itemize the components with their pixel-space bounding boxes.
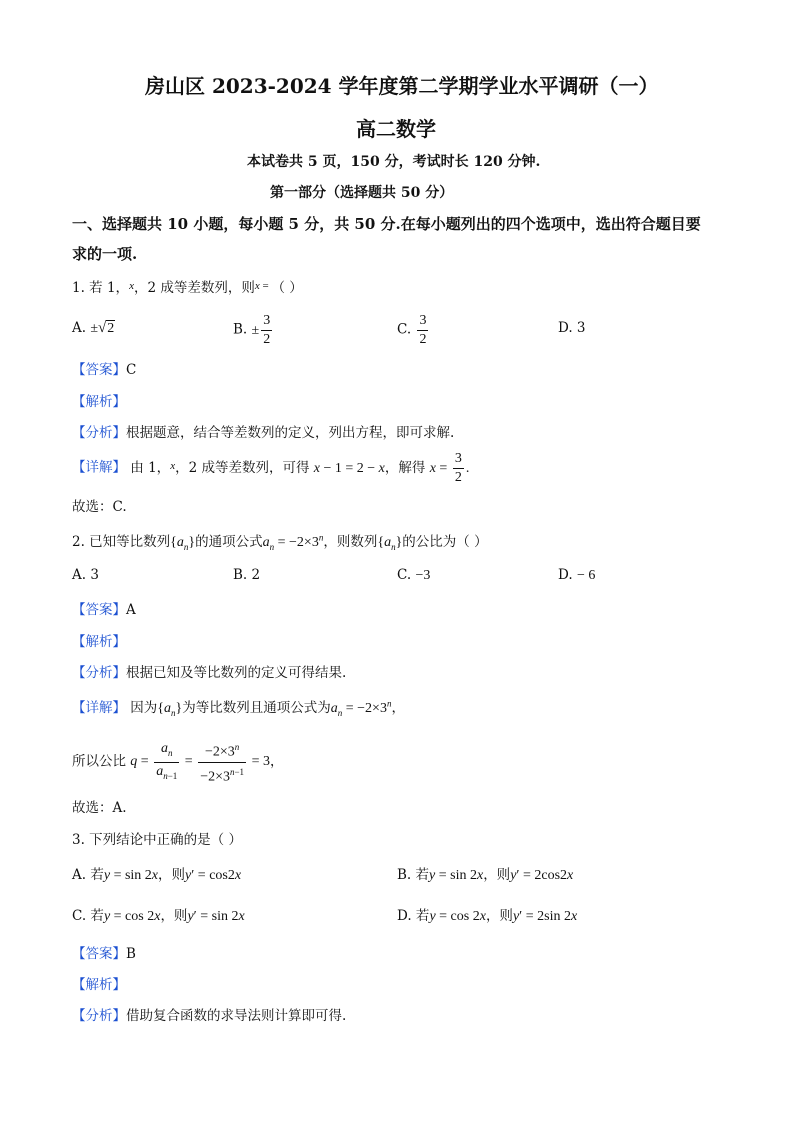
q2-formula: $a_n = -2\times 3^n$ xyxy=(262,532,324,552)
q1-option-a-value: ±√2 xyxy=(90,320,115,336)
q1-option-c[interactable]: C. $\frac{3}{2}$ xyxy=(397,312,430,349)
q2-ratio-formula: q = $\frac{a_n}{a_{n-1}}$ = $\frac{-2\times 3^n}{-2\times 3^{n-1}}$ = 3 xyxy=(130,740,270,785)
q2-option-b[interactable]: B. 2 xyxy=(233,567,261,583)
q2-answer: 【答案】A xyxy=(72,602,136,618)
q1-explain-label: 【解析】 xyxy=(72,394,126,410)
q1-option-a[interactable]: A. ±√2 xyxy=(72,320,115,336)
q1-answer: 【答案】C xyxy=(72,362,137,378)
q3-stem: 3. 下列结论中正确的是（ ） xyxy=(72,832,242,848)
q3-answer: 【答案】B xyxy=(72,946,136,962)
page-title: 房山区 2023-2024 学年度第二学期学业水平调研（一） xyxy=(145,74,659,98)
q2-analysis: 【分析】根据已知及等比数列的定义可得结果. xyxy=(72,665,347,681)
q2-ratio: 所以公比 q = $\frac{a_n}{a_{n-1}}$ = $\frac{-2\times 3^n}{-2\times 3^{n-1}}$ = 3， xyxy=(72,740,284,785)
q2-explain-label: 【解析】 xyxy=(72,634,126,650)
q1-solution: x = $\frac{3}{2}$ . xyxy=(429,451,470,485)
q1-detail: 【详解】 由 1，$^x$，2 成等差数列，可得 x − 1 = 2 − x，解得 x = $\frac{3}{2}$ . xyxy=(72,451,470,485)
q1-option-b-value: ± $\frac{3}{2}$ xyxy=(251,313,271,347)
q1-option-d[interactable]: D. 3 xyxy=(558,320,586,336)
q1-var-x: x xyxy=(129,280,134,292)
q3-option-b[interactable]: B. 若y = sin 2x，则y′ = 2cos2x xyxy=(397,867,574,883)
q1-stem-c: （ ） xyxy=(271,280,303,296)
exam-info: 本试卷共 5 页，150 分，考试时长 120 分钟. xyxy=(247,154,541,170)
section-instruction: 一、选择题共 10 小题，每小题 5 分，共 50 分.在每小题列出的四个选项中，选出符合题目要 xyxy=(72,215,701,233)
q1-equation: x − 1 = 2 − x xyxy=(313,460,385,476)
q3-explain-label: 【解析】 xyxy=(72,977,126,993)
q3-option-a[interactable]: A. 若y = sin 2x，则y′ = cos2x xyxy=(72,867,242,883)
q1-stem-b: ，2 成等差数列，则 xyxy=(133,280,255,296)
q1-option-b[interactable]: B. ± $\frac{3}{2}$ xyxy=(233,312,274,349)
page-subtitle: 高二数学 xyxy=(356,117,436,141)
q2-choice: 故选：A. xyxy=(72,800,127,816)
q1-stem: 1. 若 1，$^x$，2 成等差数列，则$^x$ = （ ） xyxy=(72,280,303,296)
q3-analysis: 【分析】借助复合函数的求导法则计算即可得. xyxy=(72,1008,347,1024)
q2-option-c[interactable]: C. −3 xyxy=(397,567,431,583)
section-instruction-cont: 求的一项. xyxy=(72,245,138,263)
q1-option-c-value: $\frac{3}{2}$ xyxy=(419,313,427,347)
q2-stem: 2. 已知等比数列$\{a_n\}$的通项公式$a_n = -2\times 3^n$，则数列$\{a_n\}$的公比为（ ） xyxy=(72,532,488,552)
q2-seq: $\{a_n\}$ xyxy=(170,535,196,552)
q1-analysis: 【分析】根据题意，结合等差数列的定义，列出方程，即可求解. xyxy=(72,425,455,441)
q1-stem-a: 1. 若 1， xyxy=(72,280,130,296)
part-heading: 第一部分（选择题共 50 分） xyxy=(270,185,454,201)
q1-eq: x xyxy=(254,280,260,292)
q2-option-d[interactable]: D. − 6 xyxy=(558,567,596,583)
q2-detail: 【详解】 因为$\{a_n\}$为等比数列且通项公式为$a_n = -2\times 3^n$， xyxy=(72,698,405,718)
q1-choice: 故选：C. xyxy=(72,499,127,515)
q3-option-c[interactable]: C. 若y = cos 2x，则y′ = sin 2x xyxy=(72,908,245,924)
q2-option-a[interactable]: A. 3 xyxy=(72,567,99,583)
q3-option-d[interactable]: D. 若y = cos 2x，则y′ = 2sin 2x xyxy=(397,908,578,924)
